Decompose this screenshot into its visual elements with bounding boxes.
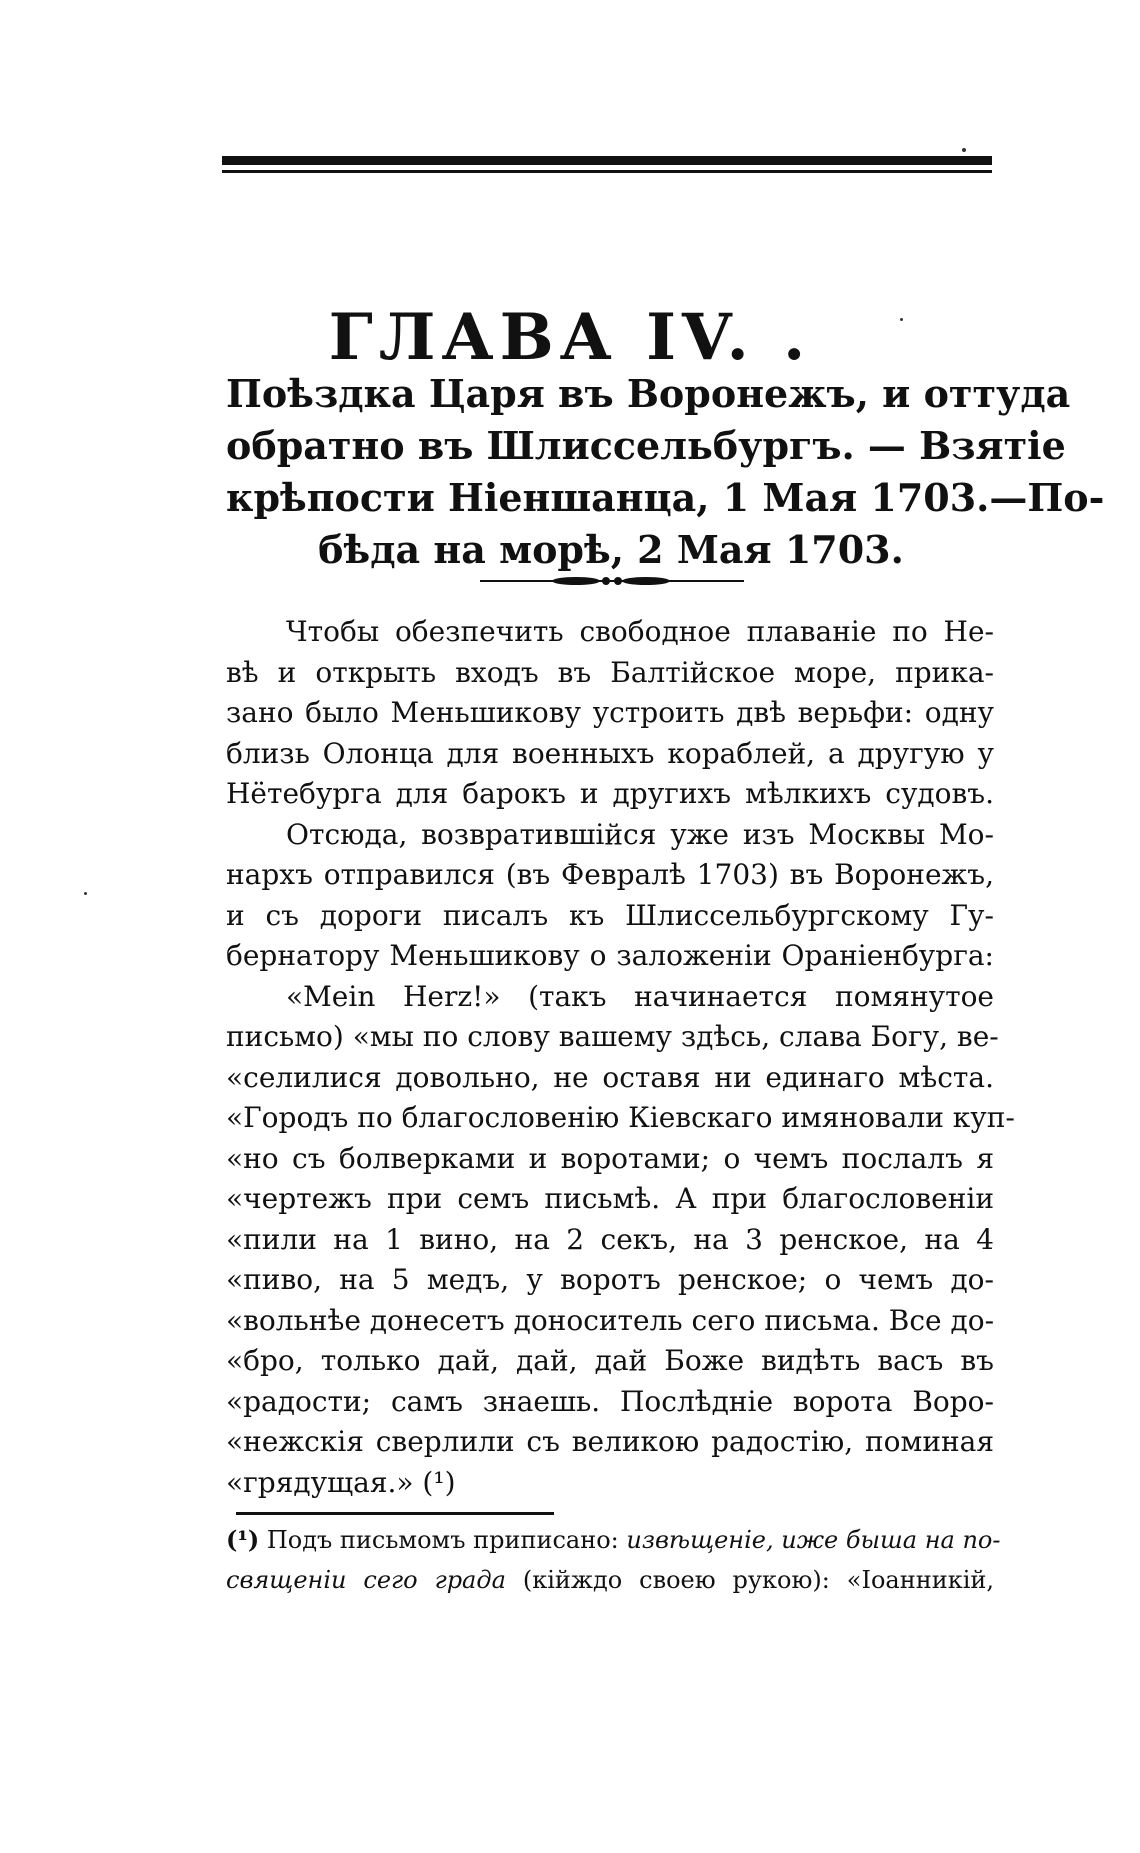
footnote-text: (кійждо своею рукою): «Іоанникій, bbox=[522, 1566, 994, 1594]
body-line: зано было Меньшикову устроить двѣ верьфи: одну bbox=[226, 696, 994, 729]
print-speck bbox=[84, 892, 87, 895]
body-line: письмо) «мы по слову вашему здѣсь, слава Богу, ве- bbox=[226, 1020, 999, 1053]
body-line: «но съ болверками и воротами; о чемъ послалъ я bbox=[226, 1141, 994, 1175]
body-line: «радости; самъ знаешь. Послѣдніе ворота Воро- bbox=[226, 1384, 994, 1418]
print-speck bbox=[962, 148, 966, 152]
body-line: «Городъ по благословенію Кіевскаго имяновали куп- bbox=[226, 1101, 1015, 1134]
body-line: «чертежъ при семъ письмѣ. А при благословеніи bbox=[226, 1182, 994, 1215]
footnote-line bbox=[226, 1560, 994, 1600]
body-line: близь Олонца для военныхъ кораблей, а другую у bbox=[226, 736, 994, 770]
footnote bbox=[226, 1520, 1001, 1600]
ornament-divider-icon bbox=[480, 574, 744, 588]
body-line: «бро, только дай, дай, дай Боже видѣть васъ въ bbox=[226, 1344, 994, 1377]
body-line: Нётебурга для барокъ и другихъ мѣлкихъ судовъ. bbox=[226, 777, 994, 810]
header-rule-thin bbox=[222, 170, 992, 173]
chapter-subtitle bbox=[226, 368, 1105, 576]
header-rule-thick bbox=[222, 156, 992, 165]
subtitle-line: бѣда на морѣ, 2 Мая 1703. bbox=[318, 527, 904, 572]
print-speck bbox=[900, 318, 903, 321]
body-line: нархъ отправился (въ Февралѣ 1703) въ Воронежъ, bbox=[226, 858, 994, 891]
body-line: Чтобы обезпечить свободное плаваніе по Не- bbox=[286, 615, 994, 648]
footnote-marker: (¹) bbox=[226, 1525, 260, 1554]
body-line: Отсюда, возвратившійся уже изъ Москвы Мо- bbox=[286, 817, 994, 851]
subtitle-line: Поѣздка Царя въ Воронежъ, и оттуда bbox=[226, 371, 1071, 416]
chapter-title: ГЛАВА IV. . bbox=[328, 300, 812, 375]
body-line: «пиво, на 5 медъ, у воротъ ренское; о чемъ до- bbox=[226, 1263, 994, 1296]
body-line: вѣ и открыть входъ въ Балтійское море, прика- bbox=[226, 655, 994, 689]
body-line: «Mein Herz!» (такъ начинается помянутое bbox=[286, 979, 994, 1013]
footnote-text: Подъ письмомъ приписано: bbox=[266, 1526, 619, 1554]
body-line: «вольнѣе донесетъ доноситель сего письма. Все до- bbox=[226, 1303, 995, 1337]
body-line: бернатору Меньшикову о заложеніи Ораніенбурга: bbox=[226, 939, 994, 972]
footnote-italic: извѣщеніе, иже быша на по- bbox=[626, 1526, 1001, 1554]
footnote-italic: священіи сего града bbox=[226, 1566, 506, 1594]
body-text bbox=[226, 612, 1015, 1503]
body-line: «нежскія сверлили съ великою радостію, поминая bbox=[226, 1425, 994, 1458]
body-line: «пили на 1 вино, на 2 секъ, на 3 ренское, на 4 bbox=[226, 1222, 994, 1256]
body-line: «селилися довольно, не оставя ни единаго мѣста. bbox=[226, 1060, 994, 1094]
footnote-rule bbox=[236, 1512, 554, 1515]
subtitle-line: обратно въ Шлиссельбургъ. — Взятіе bbox=[226, 423, 1066, 468]
body-line: «грядущая.» (¹) bbox=[226, 1465, 456, 1499]
footnote-line bbox=[226, 1520, 1001, 1560]
body-line: и съ дороги писалъ къ Шлиссельбургскому Гу- bbox=[226, 898, 994, 932]
subtitle-line: крѣпости Ніеншанца, 1 Мая 1703.—По- bbox=[226, 475, 1105, 520]
